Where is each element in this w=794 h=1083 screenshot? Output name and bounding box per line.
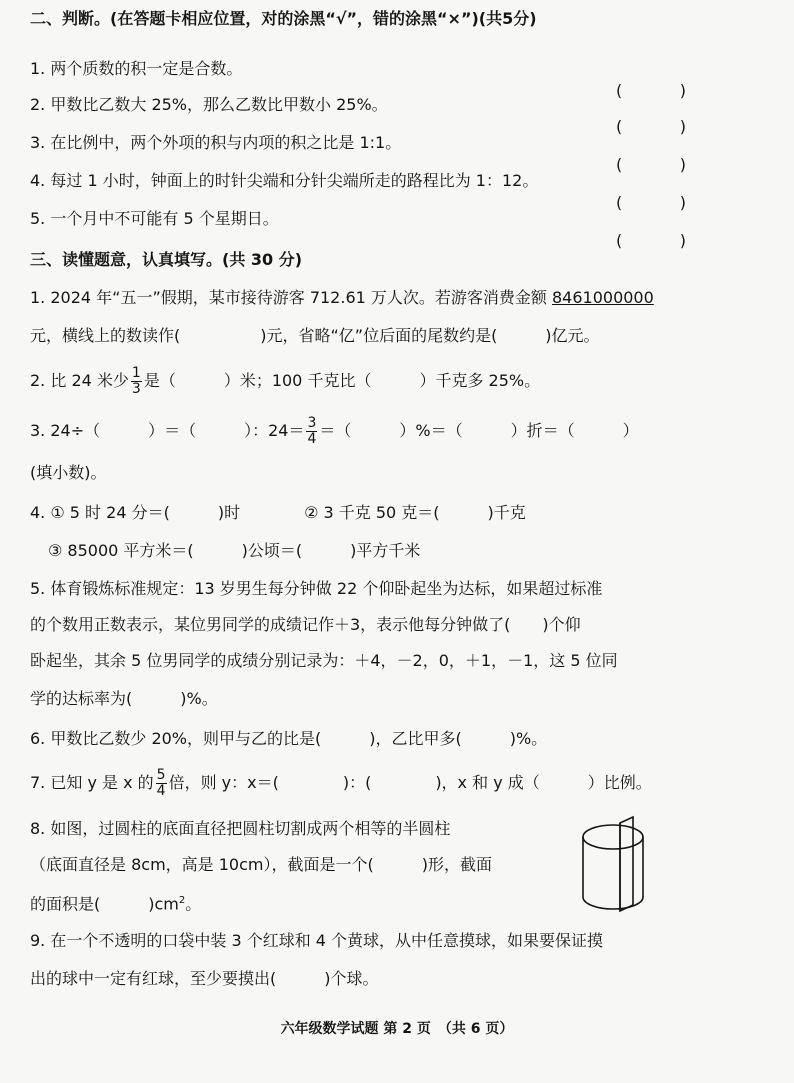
q1-line-1: 1. 2024 年“五一”假期，某市接待游客 712.61 万人次。若游客消费金额 8461000000 — [30, 288, 654, 307]
judge-item-5 — [30, 208, 764, 250]
answer-paren: ( ) — [616, 231, 686, 250]
cut-cylinder-figure — [575, 815, 665, 915]
q9-line-2: 出的球中一定有红球，至少要摸出( )个球。 — [30, 969, 379, 988]
fraction-one-third: $\frac{1}{3}$ — [131, 365, 141, 397]
q7: 7. 已知 y 是 x 的 $\frac{5}{4}$ 倍，则 y：x＝( )：( )，x 和 y 成（ ）比例。 — [30, 767, 652, 799]
q3: 3. 24÷（ ）＝（ ）：24＝ $\frac{3}{4}$ ＝（ ）%＝（ ）折＝（ ） — [30, 415, 639, 447]
q3-note: (填小数)。 — [30, 463, 107, 482]
answer-paren: ( ) — [616, 81, 686, 100]
q8-line-2: （底面直径是 8cm，高是 10cm），截面是一个( )形，截面 — [30, 855, 492, 874]
judge-text: 4. 每过 1 小时，钟面上的时针尖端和分针尖端所走的路程比为 1：12。 — [30, 171, 539, 190]
q5-line-1: 5. 体育锻炼标准规定：13 岁男生每分钟做 22 个仰卧起坐为达标，如果超过标准 — [30, 579, 603, 598]
q8-line-3: 的面积是( )$cm^2$。 — [30, 894, 202, 914]
answer-paren: ( ) — [616, 193, 686, 212]
judge-item-2 — [30, 94, 764, 136]
cylinder-bottom-arc — [583, 897, 643, 909]
q6: 6. 甲数比乙数少 20%，则甲与乙的比是( )，乙比甲多( )%。 — [30, 729, 548, 748]
judge-item-1 — [30, 58, 764, 100]
section-2-heading: 二、判断。(在答题卡相应位置，对的涂黑“√”，错的涂黑“×”)(共5分) — [30, 9, 537, 28]
q4-line-2: ③ 85000 平方米＝( )公顷＝( )平方千米 — [48, 541, 421, 560]
q2: 2. 比 24 米少 $\frac{1}{3}$ 是（ ）米；100 千克比（ ）千克多 25%。 — [30, 365, 541, 397]
answer-paren: ( ) — [616, 117, 686, 136]
section-3-heading: 三、读懂题意，认真填写。(共 30 分) — [30, 250, 303, 269]
fraction-five-quarters: $\frac{5}{4}$ — [156, 767, 166, 799]
judge-text: 1. 两个质数的积一定是合数。 — [30, 59, 243, 78]
q5-line-3: 卧起坐，其余 5 位男同学的成绩分别记录为：＋4，－2，0，＋1，－1，这 5 位同 — [30, 651, 618, 670]
page-footer: 六年级数学试题 第 2 页 （共 6 页） — [280, 1021, 514, 1037]
section-plane — [620, 817, 633, 911]
fraction-three-quarters: $\frac{3}{4}$ — [307, 415, 317, 447]
q5-line-4: 学的达标率为( )%。 — [30, 689, 218, 708]
judge-item-4 — [30, 170, 764, 212]
judge-item-3 — [30, 132, 764, 174]
judge-text: 2. 甲数比乙数大 25%，那么乙数比甲数小 25%。 — [30, 95, 388, 114]
cylinder-top-ellipse — [583, 825, 643, 849]
q5-line-2: 的个数用正数表示，某位男同学的成绩记作＋3，表示他每分钟做了( )个仰 — [30, 615, 581, 634]
consumption-amount: 8461000000 — [551, 288, 654, 307]
q8-line-1: 8. 如图，过圆柱的底面直径把圆柱切割成两个相等的半圆柱 — [30, 819, 451, 838]
q1-line-2: 元，横线上的数读作( )元，省略“亿”位后面的尾数约是( )亿元。 — [30, 326, 600, 345]
q4-line-1: 4. ① 5 时 24 分＝( )时 ② 3 千克 50 克＝( )千克 — [30, 503, 526, 522]
answer-paren: ( ) — [616, 155, 686, 174]
judge-text: 5. 一个月中不可能有 5 个星期日。 — [30, 209, 279, 228]
q9-line-1: 9. 在一个不透明的口袋中装 3 个红球和 4 个黄球，从中任意摸球，如果要保证摸 — [30, 931, 604, 950]
judge-text: 3. 在比例中，两个外项的积与内项的积之比是 1:1。 — [30, 133, 402, 152]
